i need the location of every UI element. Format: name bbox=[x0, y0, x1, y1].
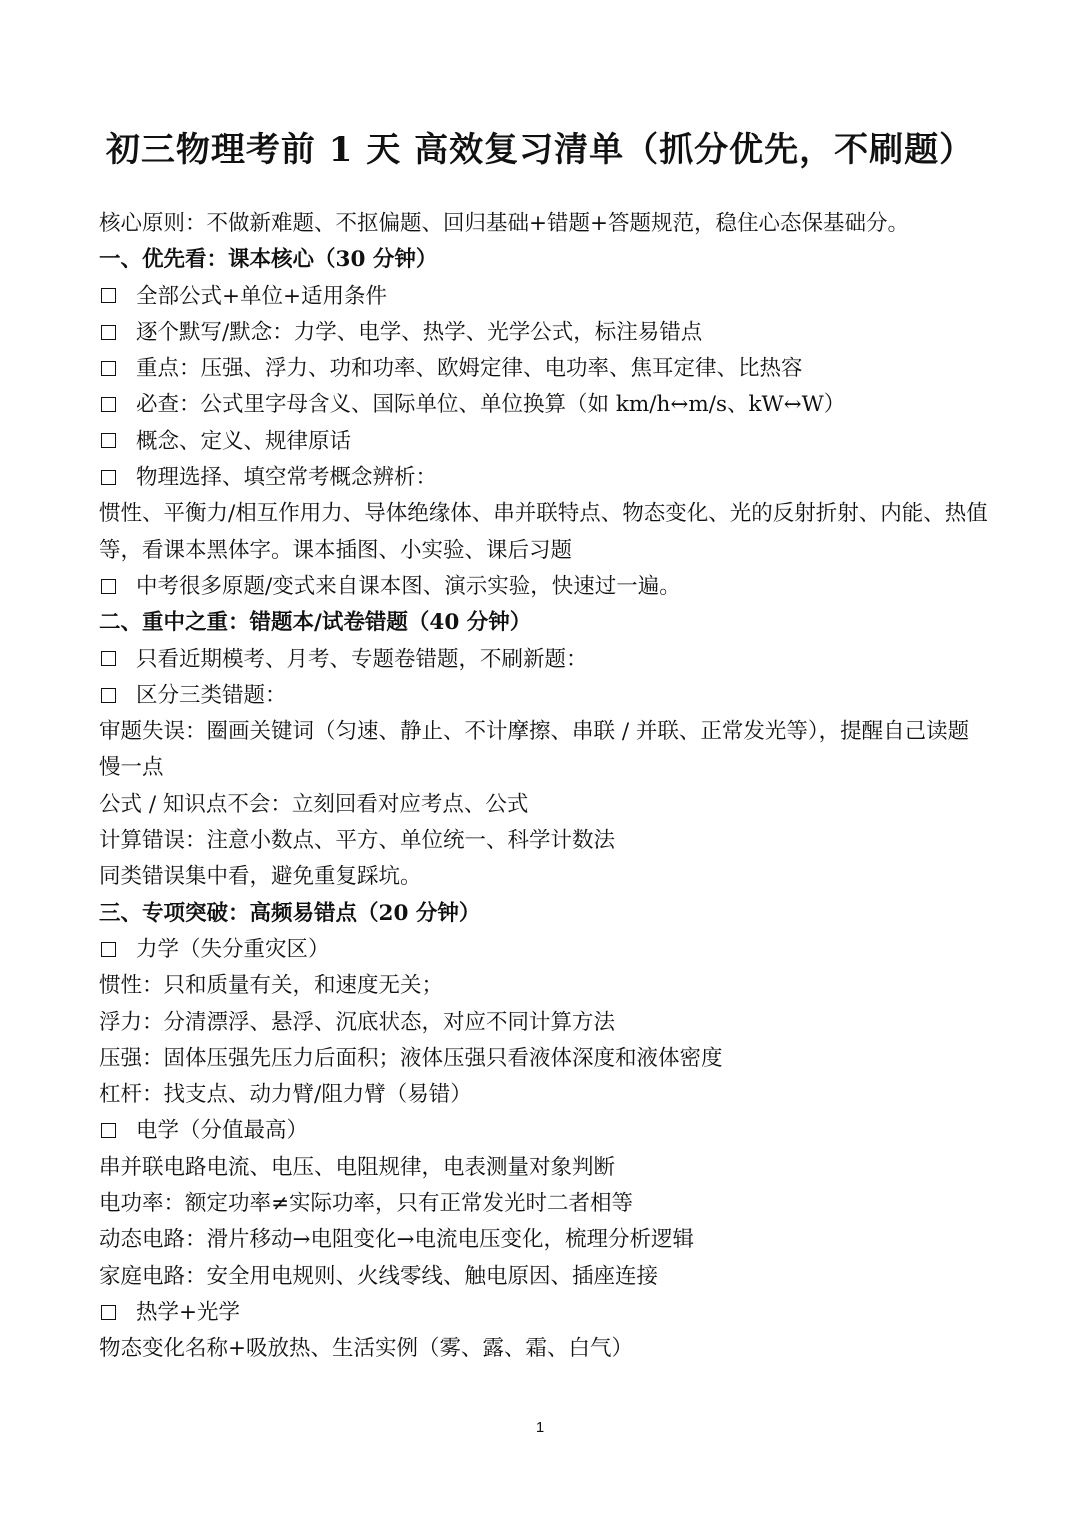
checklist-item bbox=[99, 460, 989, 496]
paragraph-text: 审题失误：圈画关键词（匀速、静止、不计摩擦、串联 / 并联、正常发光等），提醒自己读题慢一点 bbox=[99, 719, 970, 781]
paragraph-text: 计算错误：注意小数点、平方、单位统一、科学计数法 bbox=[99, 828, 616, 854]
checklist-item-text: 只看近期模考、月考、专题卷错题，不刷新题： bbox=[136, 646, 588, 672]
paragraph-text: 同类错误集中看，避免重复踩坑。 bbox=[99, 864, 422, 890]
page-number: 1 bbox=[535, 1419, 545, 1436]
checklist-item-text: 热学+光学 bbox=[136, 1299, 241, 1325]
page-title: 初三物理考前 1 天 高效复习清单（抓分优先，不刷题） bbox=[105, 130, 975, 170]
paragraph-text: 杠杆：找支点、动力臂/阻力臂（易错） bbox=[99, 1082, 472, 1108]
checklist-item bbox=[99, 279, 989, 315]
checkbox-icon bbox=[101, 651, 116, 666]
checkbox-icon bbox=[101, 1123, 116, 1138]
checkbox-icon bbox=[101, 325, 116, 340]
checkbox-icon bbox=[101, 361, 116, 376]
section-heading: 二、重中之重：错题本/试卷错题（40 分钟） bbox=[99, 610, 532, 636]
paragraph-text: 家庭电路：安全用电规则、火线零线、触电原因、插座连接 bbox=[99, 1263, 659, 1289]
paragraph-text: 电功率：额定功率≠实际功率，只有正常发光时二者相等 bbox=[99, 1191, 634, 1217]
checkbox-icon bbox=[101, 688, 116, 703]
paragraph-text: 惯性：只和质量有关，和速度无关； bbox=[99, 973, 444, 999]
checklist-item bbox=[99, 351, 989, 387]
paragraph-text: 串并联电路电流、电压、电阻规律，电表测量对象判断 bbox=[99, 1154, 616, 1180]
checklist-item bbox=[99, 1295, 989, 1331]
checkbox-icon bbox=[101, 397, 116, 412]
checklist-item-text: 必查：公式里字母含义、国际单位、单位换算（如 km/h↔m/s、kW↔W） bbox=[136, 392, 846, 418]
checklist-item bbox=[99, 678, 989, 714]
paragraph-text: 核心原则：不做新难题、不抠偏题、回归基础+错题+答题规范，稳住心态保基础分。 bbox=[99, 211, 910, 236]
checklist-item bbox=[99, 315, 989, 351]
checklist-item-text: 概念、定义、规律原话 bbox=[136, 428, 352, 454]
checklist-item-text: 电学（分值最高） bbox=[136, 1118, 309, 1144]
checklist-item bbox=[99, 1113, 989, 1149]
checkbox-icon bbox=[101, 433, 116, 448]
checklist-item bbox=[99, 642, 989, 678]
paragraph-text: 惯性、平衡力/相互作用力、导体绝缘体、串并联特点、物态变化、光的反射折射、内能、热值等，看课本黑体字。课本插图、小实验、课后习题 bbox=[99, 501, 988, 563]
checklist-item-text: 重点：压强、浮力、功和功率、欧姆定律、电功率、焦耳定律、比热容 bbox=[136, 356, 803, 382]
checkbox-icon bbox=[101, 288, 116, 303]
paragraph-text: 动态电路：滑片移动→电阻变化→电流电压变化，梳理分析逻辑 bbox=[99, 1227, 695, 1253]
checklist-item bbox=[99, 569, 989, 605]
checklist-item-text: 力学（失分重灾区） bbox=[136, 936, 330, 962]
section-heading: 三、专项突破：高频易错点（20 分钟） bbox=[99, 900, 481, 926]
paragraph-text: 物态变化名称+吸放热、生活实例（雾、露、霜、白气） bbox=[99, 1336, 634, 1362]
section-heading: 一、优先看：课本核心（30 分钟） bbox=[99, 247, 438, 273]
paragraph-text: 压强：固体压强先压力后面积；液体压强只看液体深度和液体密度 bbox=[99, 1045, 723, 1071]
checklist-item-text: 全部公式+单位+适用条件 bbox=[136, 283, 388, 309]
paragraph-text: 公式 / 知识点不会：立刻回看对应考点、公式 bbox=[99, 791, 529, 817]
checkbox-icon bbox=[101, 942, 116, 957]
paragraph-text: 浮力：分清漂浮、悬浮、沉底状态，对应不同计算方法 bbox=[99, 1009, 616, 1035]
checklist-item-text: 区分三类错题： bbox=[136, 682, 287, 708]
checklist-item bbox=[99, 387, 989, 423]
checklist-item bbox=[99, 932, 989, 968]
checklist-item bbox=[99, 424, 989, 460]
checklist-item-text: 逐个默写/默念：力学、电学、热学、光学公式，标注易错点 bbox=[136, 319, 703, 345]
checkbox-icon bbox=[101, 579, 116, 594]
document-body bbox=[99, 206, 989, 1368]
checkbox-icon bbox=[101, 470, 116, 485]
checkbox-icon bbox=[101, 1305, 116, 1320]
checklist-item-text: 中考很多原题/变式来自课本图、演示实验，快速过一遍。 bbox=[136, 573, 681, 599]
checklist-item-text: 物理选择、填空常考概念辨析： bbox=[136, 465, 438, 491]
